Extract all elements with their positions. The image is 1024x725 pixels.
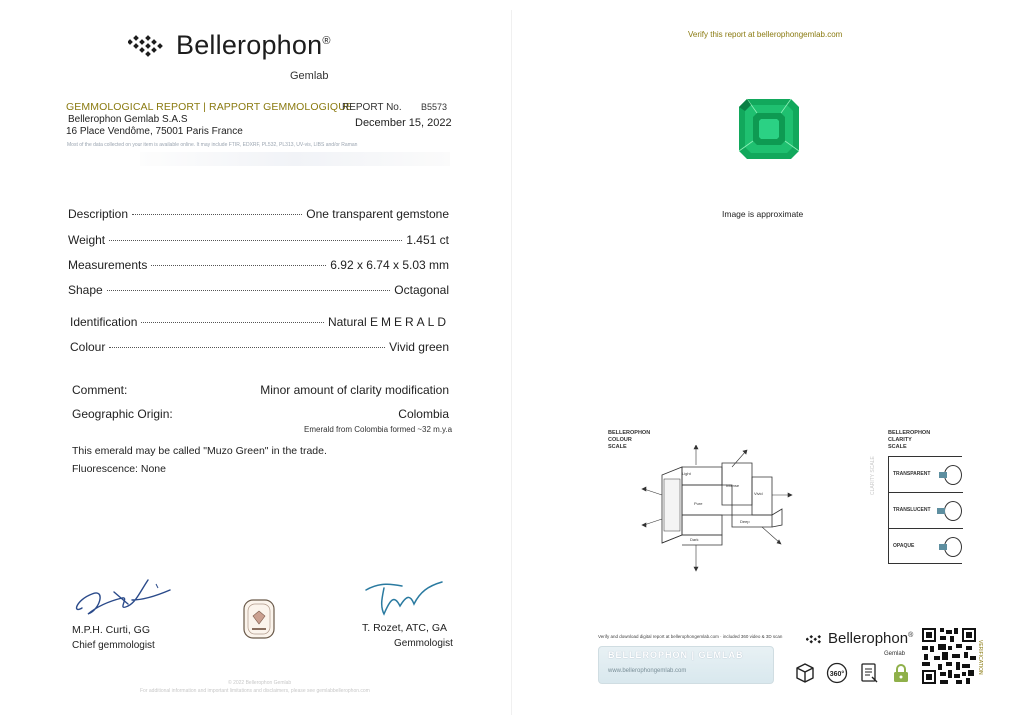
qr-code-icon[interactable]	[922, 628, 976, 684]
report-number: B5573	[421, 102, 448, 112]
company-address: 16 Place Vendôme, 75001 Paris France	[66, 126, 243, 137]
dot-leader	[109, 347, 385, 348]
origin-value: Colombia	[398, 407, 449, 421]
company-name: Bellerophon Gemlab S.A.S	[68, 114, 188, 125]
image-approximate-note: Image is approximate	[722, 209, 804, 219]
fluorescence-note: Fluorescence: None	[72, 463, 166, 475]
detail-label: Weight	[68, 233, 106, 247]
gemmologist-name: T. Rozet, ATC, GA	[362, 622, 447, 634]
chief-gemmologist-name: M.P.H. Curti, GG	[72, 624, 150, 636]
origin-label: Geographic Origin:	[72, 407, 173, 421]
detail-label: Measurements	[68, 258, 148, 272]
brand-name: Bellerophon®	[176, 30, 331, 60]
clarity-swatch-icon	[937, 508, 945, 514]
dot-leader	[132, 214, 302, 215]
clarity-item-opaque	[889, 529, 963, 565]
diagram-label-pure: Pure	[694, 501, 703, 506]
detail-value: Natural EMERALD	[327, 315, 449, 329]
brand-name-small: Bellerophon®	[828, 630, 914, 647]
360-view-icon[interactable]	[826, 662, 848, 684]
report-title: GEMMOLOGICAL REPORT | RAPPORT GEMMOLOGIQUE	[66, 101, 353, 113]
lock-icon[interactable]	[890, 662, 912, 684]
data-note: Most of the data collected on your item is available online. It may include FTIR, EDXRF, PL532, PL313, UV-vis, LIBS and/or Raman	[67, 142, 358, 148]
detail-label: Shape	[68, 283, 103, 297]
report-number-label: REPORT No.	[342, 102, 402, 113]
comment-row	[72, 383, 449, 397]
detail-row-weight	[68, 233, 449, 247]
detail-row-shape	[68, 283, 449, 297]
detail-value: 6.92 x 6.74 x 5.03 mm	[330, 258, 449, 272]
document-report-icon[interactable]	[858, 662, 880, 684]
diagram-label-intense: Intense	[726, 483, 740, 488]
report-back-page	[512, 0, 1024, 725]
gemmologist-signature-icon	[362, 576, 452, 622]
footer-copyright: © 2022 Bellerophon Gemlab	[228, 680, 292, 686]
detail-value: Vivid green	[389, 340, 449, 354]
badge-url[interactable]: www.bellerophongemlab.com	[608, 668, 687, 674]
clarity-swatch-icon	[939, 544, 947, 550]
clarity-swatch-icon	[939, 472, 947, 478]
clarity-scale-title: BELLEROPHON CLARITY SCALE	[888, 430, 931, 450]
detail-row-measurements	[68, 258, 449, 272]
dot-leader	[107, 290, 391, 291]
formation-note: Emerald from Colombia formed ~32 m.y.a	[304, 425, 453, 434]
diagram-label-dark: Dark	[690, 537, 699, 542]
svg-text:360°: 360°	[829, 670, 845, 678]
clarity-label: TRANSPARENT	[893, 471, 931, 477]
clarity-item-translucent	[889, 493, 963, 529]
bellerophon-logo-small-icon	[806, 634, 824, 646]
dot-leader	[151, 265, 326, 266]
gemmologist-role: Gemmologist	[394, 638, 453, 649]
faint-security-strip	[140, 152, 450, 166]
verify-link-text[interactable]: Verify this report at bellerophongemlab.com	[688, 30, 843, 39]
trade-note: This emerald may be called "Muzo Green" in the trade.	[72, 445, 327, 457]
detail-label: Colour	[70, 340, 106, 354]
verification-side-label: VERIFICATION	[977, 640, 983, 675]
comment-label: Comment:	[72, 383, 128, 397]
badge-title: BELLEROPHON | GEMLAB	[608, 650, 744, 660]
colour-scale-diagram	[622, 445, 802, 575]
clarity-label: OPAQUE	[893, 543, 915, 549]
diagram-label-deep: Deep	[740, 519, 750, 524]
clarity-scale-faint-label: CLARITY SCALE	[870, 456, 876, 495]
colour-scale-title: BELLEROPHON COLOUR SCALE	[608, 430, 651, 450]
detail-row-description	[68, 207, 449, 221]
diagram-label-light: Light	[682, 471, 691, 476]
dot-leader	[109, 240, 402, 241]
3d-cube-icon[interactable]	[794, 662, 816, 684]
detail-row-colour	[70, 340, 449, 354]
comment-value: Minor amount of clarity modification	[260, 383, 449, 397]
emerald-gem-image-icon	[737, 97, 801, 161]
clarity-ring-icon	[944, 501, 962, 521]
download-note: Verify and download digital report at bellerophongemlab.com · included 360 video & 3D scan	[598, 634, 783, 639]
origin-row	[72, 407, 449, 421]
clarity-label: TRANSLUCENT	[893, 507, 931, 513]
detail-label: Identification	[70, 315, 138, 329]
brand-sub: Gemlab	[290, 70, 329, 82]
brand-sub-small: Gemlab	[884, 651, 906, 657]
lab-seal-icon	[242, 598, 276, 640]
feature-icon-row	[794, 662, 912, 684]
detail-value: 1.451 ct	[406, 233, 449, 247]
report-date: December 15, 2022	[355, 117, 452, 129]
footer-disclaimer: For additional information and important limitations and disclaimers, please see gemlabbellerophon.com	[140, 688, 370, 694]
diagram-label-vivid: Vivid	[754, 491, 763, 496]
chief-gemmologist-signature-icon	[70, 570, 180, 620]
detail-label: Description	[68, 207, 129, 221]
dot-leader	[141, 322, 324, 323]
detail-value: One transparent gemstone	[306, 207, 449, 221]
bellerophon-logo-icon	[128, 34, 164, 58]
chief-gemmologist-role: Chief gemmologist	[72, 640, 155, 651]
detail-value: Octagonal	[394, 283, 449, 297]
clarity-scale	[888, 456, 962, 564]
detail-row-identification	[70, 315, 449, 329]
clarity-item-transparent	[889, 457, 963, 493]
